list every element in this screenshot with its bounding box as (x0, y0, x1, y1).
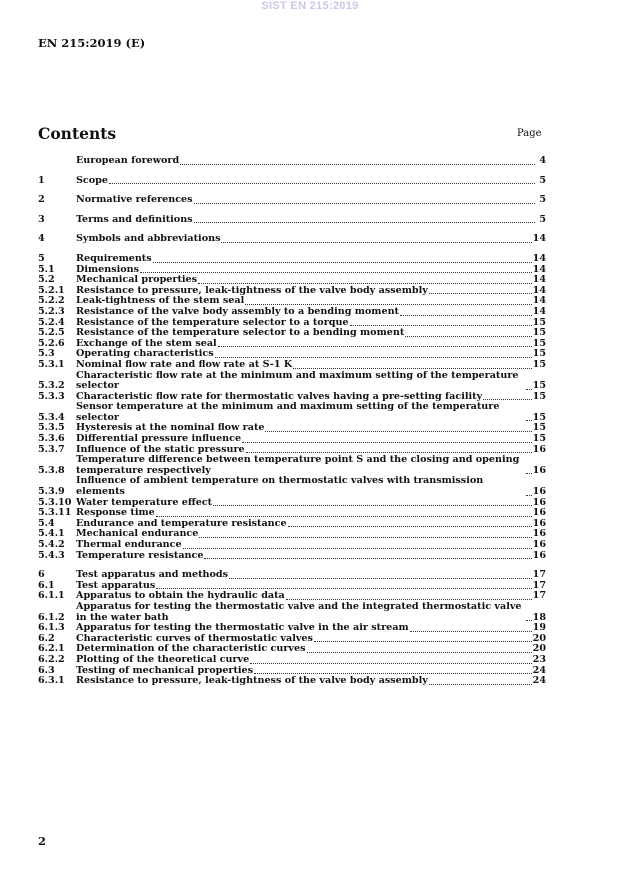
toc-entry-title: Apparatus for testing the thermostatic valve in the air stream (76, 622, 409, 634)
toc-entry-title: Leak-tightness of the stem seal (76, 295, 245, 307)
toc-entry-page: 15 (532, 358, 546, 370)
toc-entry-title: Characteristic flow rate for thermostatic valves having a pre-setting facility (76, 390, 483, 402)
toc-entry-number: 5.3.4 (38, 411, 65, 423)
dot-leader (526, 420, 532, 421)
toc-entry-number: 5.3.7 (38, 443, 65, 455)
toc-entry-title: Characteristic flow rate at the minimum and maximum setting of the temperature selector (76, 369, 519, 392)
toc-entry-title: Influence of the static pressure (76, 443, 245, 455)
toc-entry-page: 24 (532, 675, 546, 687)
page-column-label: Page (517, 128, 542, 139)
toc-entry-page: 5 (539, 174, 546, 186)
toc-entry-page: 4 (539, 155, 546, 166)
toc-entry-title: Plotting of the theoretical curve (76, 653, 250, 665)
toc-entry-page: 14 (532, 252, 546, 264)
toc-entry-number: 5.3.6 (38, 433, 65, 445)
toc-entry-page: 14 (532, 263, 546, 275)
toc-entry-page: 17 (532, 590, 546, 602)
dot-leader (410, 631, 532, 632)
toc-entry-number: 6 (38, 569, 45, 581)
dot-leader (526, 473, 532, 474)
toc-entry[interactable] (38, 551, 546, 562)
dot-leader (314, 641, 532, 642)
toc-entry-number: 6.1 (38, 579, 55, 591)
dot-leader (199, 537, 531, 538)
toc-entry-title: Temperature difference between temperature point S and the closing and opening temperature respectively (76, 454, 520, 476)
document-header: EN 215:2019 (E) (38, 36, 146, 50)
dot-leader (156, 588, 531, 589)
toc-entry-number: 5.3.9 (38, 486, 65, 498)
toc-entry[interactable] (38, 476, 546, 497)
toc-entry-number: 5.2 (38, 274, 55, 286)
toc-entry-title: Testing of mechanical properties (76, 664, 254, 676)
toc-entry-page: 15 (532, 316, 546, 328)
toc-entry-title: Terms and definitions (76, 213, 193, 225)
toc-entry-title: Scope (76, 174, 108, 186)
toc-entry-title: Differential pressure influence (76, 433, 242, 445)
dot-leader (307, 652, 532, 653)
toc-entry[interactable] (38, 156, 546, 167)
dot-leader (229, 578, 532, 579)
toc-entry-number: 5.1 (38, 263, 55, 275)
dot-leader (293, 368, 531, 369)
toc-entry[interactable] (38, 602, 546, 623)
toc-entry-title: Mechanical endurance (76, 528, 199, 540)
dot-leader (400, 315, 532, 316)
toc-entry-number: 5.3.2 (38, 380, 65, 392)
toc-entry-title: Determination of the characteristic curves (76, 643, 306, 655)
toc-entry-page: 16 (532, 528, 546, 540)
toc-entry-number: 5.2.2 (38, 295, 65, 307)
toc-entry-title: Operating characteristics (76, 348, 214, 360)
toc-entry-page: 5 (539, 213, 546, 225)
toc-entry[interactable] (38, 176, 546, 187)
toc-entry-title: Influence of ambient temperature on thermostatic valves with transmission elements (76, 475, 484, 498)
toc-entry-title: Requirements (76, 252, 152, 264)
toc-entry-title: Resistance of the temperature selector to a torque (76, 316, 349, 328)
table-of-contents (38, 156, 546, 687)
toc-entry-page: 17 (532, 579, 546, 591)
dot-leader (288, 526, 532, 527)
toc-entry-title: Resistance to pressure, leak-tightness of the valve body assembly (76, 284, 428, 296)
dot-leader (194, 222, 535, 223)
toc-entry-title: Apparatus for testing the thermostatic valve and the integrated thermostatic valve in the water bath (76, 600, 522, 623)
toc-entry-page: 15 (532, 380, 546, 392)
toc-entry-title: Hysteresis at the nominal flow rate (76, 422, 265, 434)
toc-entry-number: 6.1.2 (38, 611, 65, 623)
dot-leader (213, 505, 532, 506)
toc-entry-title: Resistance to pressure, leak-tightness of the valve body assembly (76, 675, 428, 687)
toc-entry-number: 5.3.10 (38, 496, 72, 508)
toc-entry-number: 5.4.2 (38, 539, 65, 550)
toc-entry-page: 16 (532, 496, 546, 508)
dot-leader (242, 442, 532, 443)
toc-entry-page: 15 (532, 348, 546, 360)
dot-leader (483, 399, 531, 400)
toc-entry-page: 19 (532, 622, 546, 634)
dot-leader (204, 558, 531, 559)
toc-entry-title: Test apparatus (76, 579, 156, 591)
toc-entry-title: Exchange of the stem seal (76, 337, 217, 349)
dot-leader (429, 684, 532, 685)
toc-entry-number: 6.3.1 (38, 675, 65, 687)
toc-entry-number: 5.3.5 (38, 422, 65, 434)
toc-entry-number: 5.2.1 (38, 284, 65, 296)
toc-entry-page: 17 (532, 569, 546, 581)
toc-entry-page: 14 (532, 295, 546, 307)
toc-entry-number: 5.3.8 (38, 464, 65, 476)
toc-entry-number: 5.2.3 (38, 305, 65, 317)
toc-entry-page: 16 (532, 443, 546, 455)
toc-entry-page: 5 (539, 194, 546, 206)
toc-entry-title: Sensor temperature at the minimum and maximum setting of the temperature selector (76, 401, 500, 423)
toc-entry-title: Water temperature effect (76, 496, 213, 508)
dot-leader (198, 283, 532, 284)
toc-entry-page: 16 (532, 539, 546, 550)
dot-leader (215, 357, 532, 358)
toc-entry[interactable] (38, 455, 546, 476)
toc-entry-number: 6.1.3 (38, 622, 65, 634)
toc-entry[interactable] (38, 234, 546, 245)
toc-entry-number: 6.2.2 (38, 653, 65, 665)
page-number: 2 (38, 834, 47, 848)
toc-entry-title: Endurance and temperature resistance (76, 517, 287, 529)
toc-entry-number: 6.2 (38, 632, 55, 644)
dot-leader (286, 599, 532, 600)
toc-entry-title: Mechanical properties (76, 274, 198, 286)
toc-entry-page: 23 (532, 653, 546, 665)
toc-entry-title: European foreword (76, 155, 180, 166)
toc-entry-page: 15 (532, 390, 546, 402)
toc-entry-number: 5.3 (38, 348, 55, 360)
toc-entry-number: 5.2.6 (38, 337, 65, 349)
dot-leader (526, 389, 532, 390)
toc-entry-title: Thermal endurance (76, 539, 182, 550)
dot-leader (183, 548, 532, 549)
toc-entry-page: 14 (532, 274, 546, 286)
dot-leader (265, 431, 531, 432)
toc-entry-page: 16 (532, 507, 546, 519)
toc-entry-page: 24 (532, 664, 546, 676)
toc-entry-title: Test apparatus and methods (76, 569, 228, 581)
toc-entry-number: 5.3.11 (38, 507, 72, 519)
toc-entry-number: 5.4.3 (38, 549, 65, 561)
toc-entry-page: 15 (532, 433, 546, 445)
toc-entry[interactable] (38, 676, 546, 687)
toc-entry[interactable] (38, 402, 546, 423)
toc-entry-page: 14 (532, 233, 546, 245)
toc-entry-number: 5 (38, 252, 45, 264)
toc-entry-page: 20 (532, 643, 546, 655)
dot-leader (429, 293, 532, 294)
toc-entry-page: 15 (532, 411, 546, 423)
dot-leader (109, 183, 535, 184)
toc-entry[interactable] (38, 371, 546, 392)
dot-leader (246, 452, 532, 453)
toc-entry-title: Dimensions (76, 263, 140, 275)
toc-entry-page: 15 (532, 422, 546, 434)
dot-leader (180, 164, 535, 165)
toc-entry-page: 14 (532, 284, 546, 296)
dot-leader (221, 242, 531, 243)
watermark: SIST EN 215:2019 (261, 0, 359, 12)
toc-entry-title: Normative references (76, 194, 193, 206)
toc-entry[interactable] (38, 195, 546, 206)
dot-leader (156, 516, 532, 517)
toc-entry-number: 5.4.1 (38, 528, 65, 540)
toc-entry-page: 18 (532, 611, 546, 623)
toc-entry-page: 16 (532, 517, 546, 529)
toc-entry-number: 5.3.3 (38, 390, 65, 402)
toc-entry-title: Temperature resistance (76, 549, 204, 561)
toc-entry[interactable] (38, 254, 546, 265)
toc-entry-title: Characteristic curves of thermostatic valves (76, 632, 313, 644)
toc-entry-page: 16 (532, 464, 546, 476)
toc-entry-number: 1 (38, 174, 45, 186)
toc-entry-title: Symbols and abbreviations (76, 233, 221, 245)
toc-entry[interactable] (38, 307, 546, 318)
toc-entry-title: Resistance of the temperature selector to a bending moment (76, 327, 405, 339)
toc-entry[interactable] (38, 540, 546, 551)
toc-entry-number: 4 (38, 233, 45, 245)
toc-entry-number: 6.1.1 (38, 590, 65, 602)
toc-entry-page: 15 (532, 327, 546, 339)
toc-entry-number: 2 (38, 194, 45, 206)
toc-entry-number: 6.2.1 (38, 643, 65, 655)
toc-entry-page: 16 (532, 486, 546, 498)
toc-entry-number: 6.3 (38, 664, 55, 676)
toc-entry-title: Resistance of the valve body assembly to a bending moment (76, 305, 399, 317)
toc-entry-title: Nominal flow rate and flow rate at S-1 K (76, 358, 293, 370)
toc-entry-title: Apparatus to obtain the hydraulic data (76, 590, 285, 602)
toc-entry-page: 15 (532, 337, 546, 349)
toc-entry-number: 3 (38, 213, 45, 225)
toc-entry[interactable] (38, 360, 546, 371)
toc-entry-page: 14 (532, 305, 546, 317)
dot-leader (405, 336, 531, 337)
contents-title: Contents (38, 124, 117, 143)
toc-entry-number: 5.2.5 (38, 327, 65, 339)
dot-leader (526, 495, 532, 496)
dot-leader (526, 620, 532, 621)
dot-leader (218, 346, 532, 347)
dot-leader (250, 663, 531, 664)
dot-leader (153, 262, 532, 263)
dot-leader (245, 304, 531, 305)
toc-entry-page: 16 (532, 549, 546, 561)
toc-entry-number: 5.3.1 (38, 358, 65, 370)
dot-leader (194, 203, 535, 204)
toc-entry-number: 5.4 (38, 517, 55, 529)
toc-entry[interactable] (38, 215, 546, 226)
dot-leader (140, 272, 532, 273)
toc-entry[interactable] (38, 655, 546, 666)
toc-entry-number: 5.2.4 (38, 316, 65, 328)
toc-entry-page: 20 (532, 632, 546, 644)
dot-leader (350, 325, 532, 326)
toc-entry-title: Response time (76, 507, 155, 519)
dot-leader (254, 673, 532, 674)
